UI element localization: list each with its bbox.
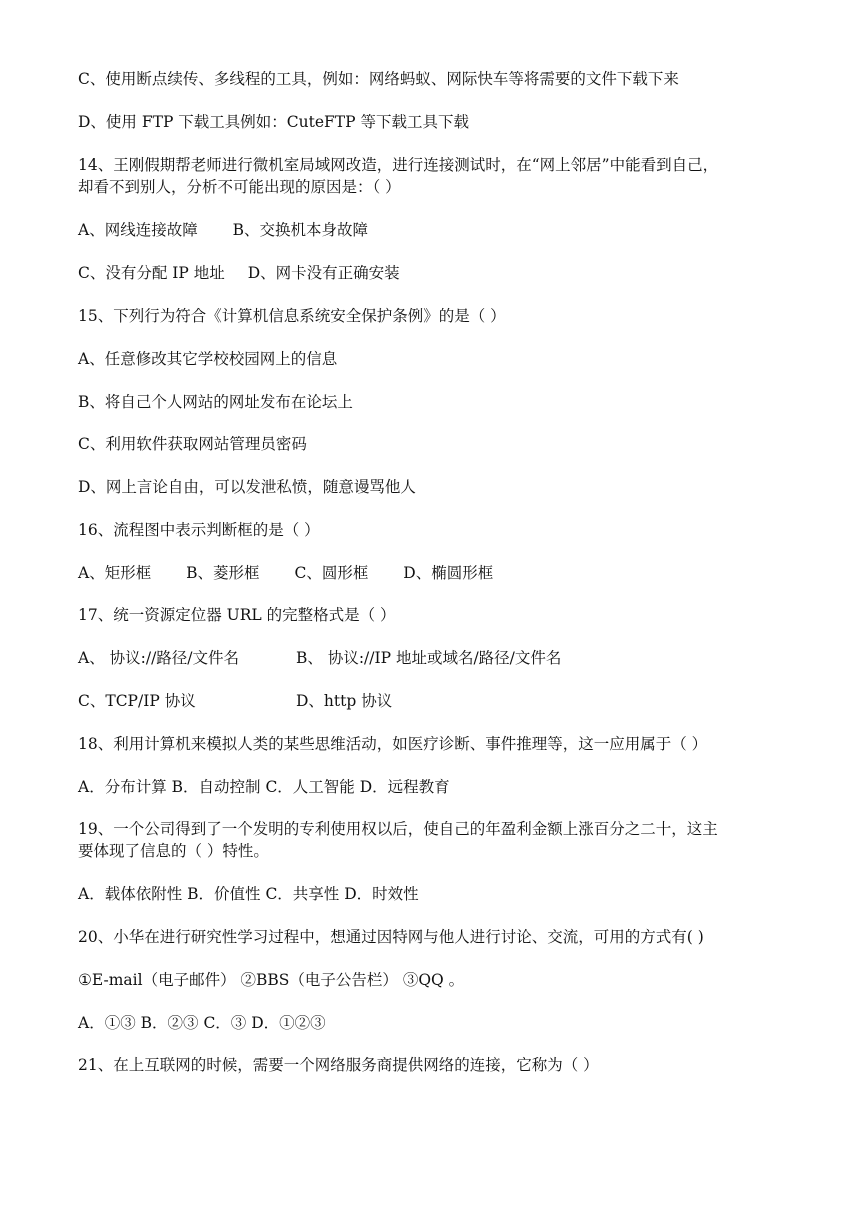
q16-options bbox=[78, 562, 790, 584]
q17-stem: 17、统一资源定位器 URL 的完整格式是（ ） bbox=[78, 606, 396, 624]
q19-options: A．载体依附性 B．价值性 C．共享性 D．时效性 bbox=[78, 885, 419, 903]
q18-stem: 18、利用计算机来模拟人类的某些思维活动，如医疗诊断、事件推理等，这一应用属于（ ） bbox=[78, 735, 708, 753]
q16-option-d: D、椭圆形框 bbox=[403, 564, 494, 582]
q14-options-row1 bbox=[78, 219, 790, 241]
q15-option-b: B、将自己个人网站的网址发布在论坛上 bbox=[78, 393, 353, 411]
q14-option-c: C、没有分配 IP 地址 bbox=[78, 264, 225, 282]
q18-options: A．分布计算 B．自动控制 C．人工智能 D．远程教育 bbox=[78, 778, 450, 796]
q13-option-c: C、使用断点续传、多线程的工具，例如：网络蚂蚁、网际快车等将需要的文件下载下来 bbox=[78, 70, 679, 88]
q17-option-c: C、TCP/IP 协议 bbox=[78, 692, 196, 710]
q14-options-row2 bbox=[78, 262, 790, 284]
q16-option-b: B、菱形框 bbox=[186, 564, 260, 582]
q17-option-a: A、 协议://路径/文件名 bbox=[78, 649, 240, 667]
q21-stem: 21、在上互联网的时候，需要一个网络服务商提供网络的连接，它称为（ ） bbox=[78, 1056, 599, 1074]
q20-stem: 20、小华在进行研究性学习过程中，想通过因特网与他人进行讨论、交流，可用的方式有( ) bbox=[78, 928, 704, 946]
q14-option-d: D、网卡没有正确安装 bbox=[247, 264, 400, 282]
q14-stem-line2: 却看不到别人，分析不可能出现的原因是：（ ） bbox=[78, 178, 401, 196]
q15-option-a: A、任意修改其它学校校园网上的信息 bbox=[78, 350, 338, 368]
q15-option-c: C、利用软件获取网站管理员密码 bbox=[78, 435, 307, 453]
q19-stem-line1: 19、一个公司得到了一个发明的专利使用权以后，使自己的年盈利金额上涨百分之二十，这主 bbox=[78, 820, 718, 838]
q16-option-c: C、圆形框 bbox=[294, 564, 369, 582]
q14-option-b: B、交换机本身故障 bbox=[232, 221, 369, 239]
q16-stem: 16、流程图中表示判断框的是（ ） bbox=[78, 521, 320, 539]
q15-option-d: D、网上言论自由，可以发泄私愤，随意谩骂他人 bbox=[78, 478, 416, 496]
q20-options: A．①③ B．②③ C．③ D．①②③ bbox=[78, 1014, 326, 1032]
q17-option-b: B、 协议://IP 地址或域名/路径/文件名 bbox=[296, 649, 562, 667]
q15-stem: 15、下列行为符合《计算机信息系统安全保护条例》的是（ ） bbox=[78, 307, 506, 325]
q19-stem-line2: 要体现了信息的（ ）特性。 bbox=[78, 842, 269, 860]
q16-option-a: A、矩形框 bbox=[78, 564, 152, 582]
q17-option-d: D、http 协议 bbox=[296, 692, 393, 710]
q14-option-a: A、网线连接故障 bbox=[78, 221, 198, 239]
q20-items: ①E-mail（电子邮件） ②BBS（电子公告栏） ③QQ 。 bbox=[78, 971, 465, 989]
q14-stem-line1: 14、王刚假期帮老师进行微机室局域网改造，进行连接测试时，在“网上邻居”中能看到自己， bbox=[78, 156, 719, 174]
q13-option-d: D、使用 FTP 下载工具例如：CuteFTP 等下载工具下载 bbox=[78, 113, 469, 131]
